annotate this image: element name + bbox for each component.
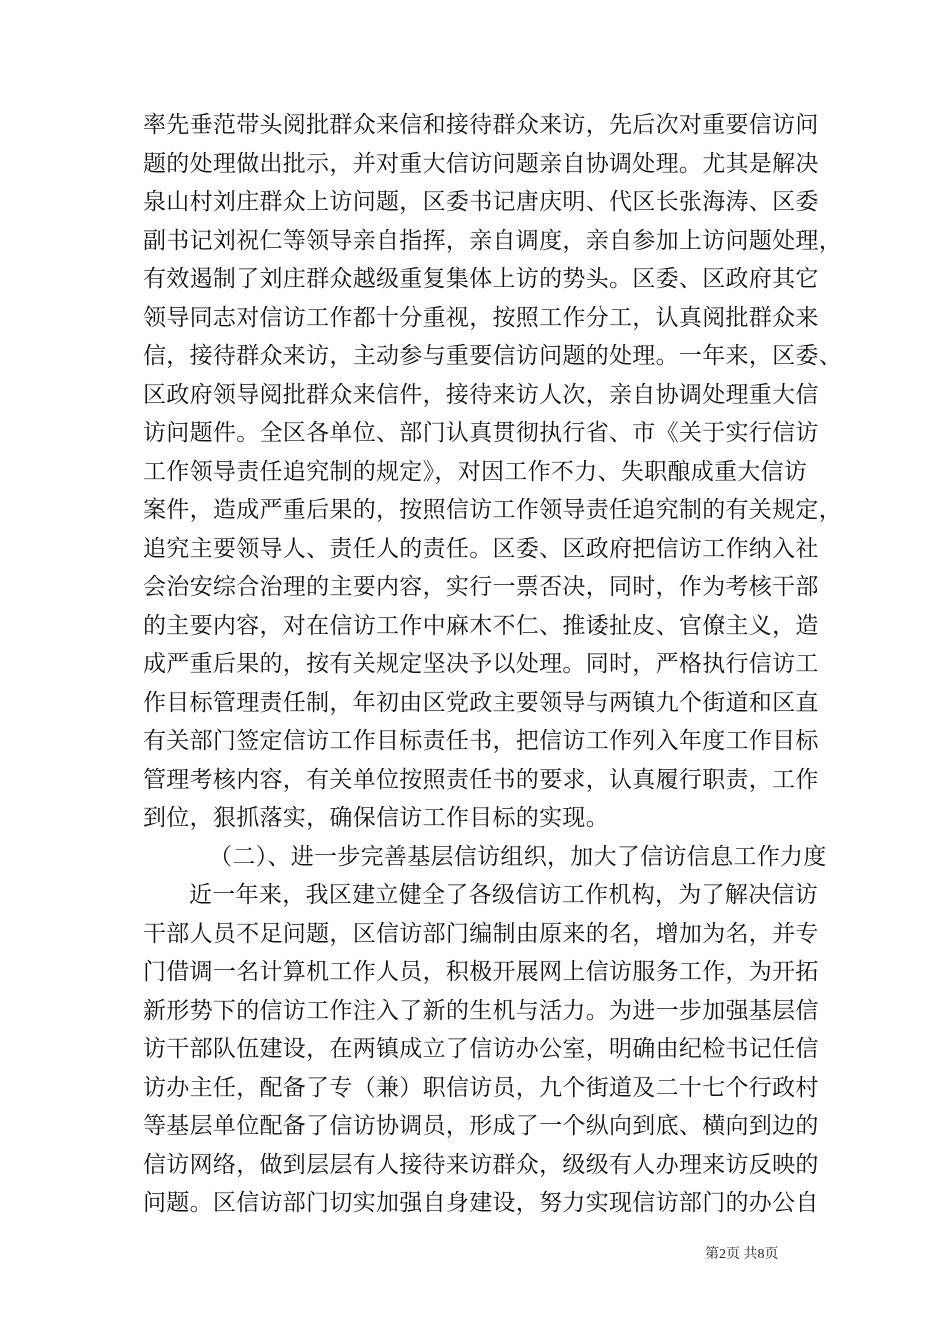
text-line: 泉山村刘庄群众上访问题，区委书记唐庆明、代区长张海涛、区委 <box>143 189 819 215</box>
text-line: 率先垂范带头阅批群众来信和接待群众来访，先后次对重要信访问 <box>143 112 819 138</box>
text-line: 近一年来，我区建立健全了各级信访工作机构，为了解决信访 <box>189 882 819 908</box>
body-text <box>143 106 842 1223</box>
text-line: 的主要内容，对在信访工作中麻木不仁、推诿扯皮、官僚主义，造 <box>143 612 819 639</box>
text-line: 信访网络，做到层层有人接待来访群众，级级有人办理来访反映的 <box>143 1151 819 1178</box>
text-line: 干部人员不足问题，区信访部门编制由原来的名，增加为名，并专 <box>143 920 819 947</box>
text-line: 有效遏制了刘庄群众越级重复集体上访的势头。区委、区政府其它 <box>143 266 819 292</box>
text-line: 作目标管理责任制，年初由区党政主要领导与两镇九个街道和区直 <box>143 689 819 716</box>
text-line: 信，接待群众来访，主动参与重要信访问题的处理。一年来，区委、 <box>143 343 842 369</box>
text-line: 领导同志对信访工作都十分重视，按照工作分工，认真阅批群众来 <box>143 304 819 331</box>
text-line: 区政府领导阅批群众来信件，接待来访人次，亲自协调处理重大信 <box>143 381 819 408</box>
text-line: 问题。区信访部门切实加强自身建设，努力实现信访部门的办公自 <box>143 1190 819 1216</box>
text-line: 访干部队伍建设，在两镇成立了信访办公室，明确由纪检书记任信 <box>143 1036 819 1062</box>
text-line: 访办主任，配备了专（兼）职信访员，九个街道及二十七个行政村 <box>143 1074 819 1101</box>
text-line: 成严重后果的，按有关规定坚决予以处理。同时，严格执行信访工 <box>143 651 819 677</box>
text-line: 会治安综合治理的主要内容，实行一票否决，同时，作为考核干部 <box>143 574 819 600</box>
text-line: 追究主要领导人、责任人的责任。区委、区政府把信访工作纳入社 <box>143 535 819 562</box>
text-line: 有关部门签定信访工作目标责任书，把信访工作列入年度工作目标 <box>143 728 819 754</box>
text-line: 到位，狠抓落实，确保信访工作目标的实现。 <box>143 805 609 831</box>
text-line: 工作领导责任追究制的规定》，对因工作不力、失职酿成重大信访 <box>143 458 808 485</box>
page-number: 第2页 共8页 <box>705 1247 779 1262</box>
text-line: 副书记刘祝仁等领导亲自指挥，亲自调度，亲自参加上访问题处理， <box>143 227 842 254</box>
text-line: 题的处理做出批示，并对重大信访问题亲自协调处理。尤其是解决 <box>143 150 819 177</box>
text-line: 访问题件。全区各单位、部门认真贯彻执行省、市《关于实行信访 <box>143 420 819 446</box>
text-line: 案件，造成严重后果的，按照信访工作领导责任追究制的有关规定， <box>143 497 842 523</box>
section-heading: （二）、进一步完善基层信访组织，加大了信访信息工作力度 <box>209 843 827 870</box>
text-line: 等基层单位配备了信访协调员，形成了一个纵向到底、横向到边的 <box>143 1113 819 1139</box>
text-line: 管理考核内容，有关单位按照责任书的要求，认真履行职责，工作 <box>143 766 819 793</box>
text-line: 门借调一名计算机工作人员，积极开展网上信访服务工作，为开拓 <box>143 959 819 985</box>
text-line: 新形势下的信访工作注入了新的生机与活力。为进一步加强基层信 <box>143 997 819 1024</box>
